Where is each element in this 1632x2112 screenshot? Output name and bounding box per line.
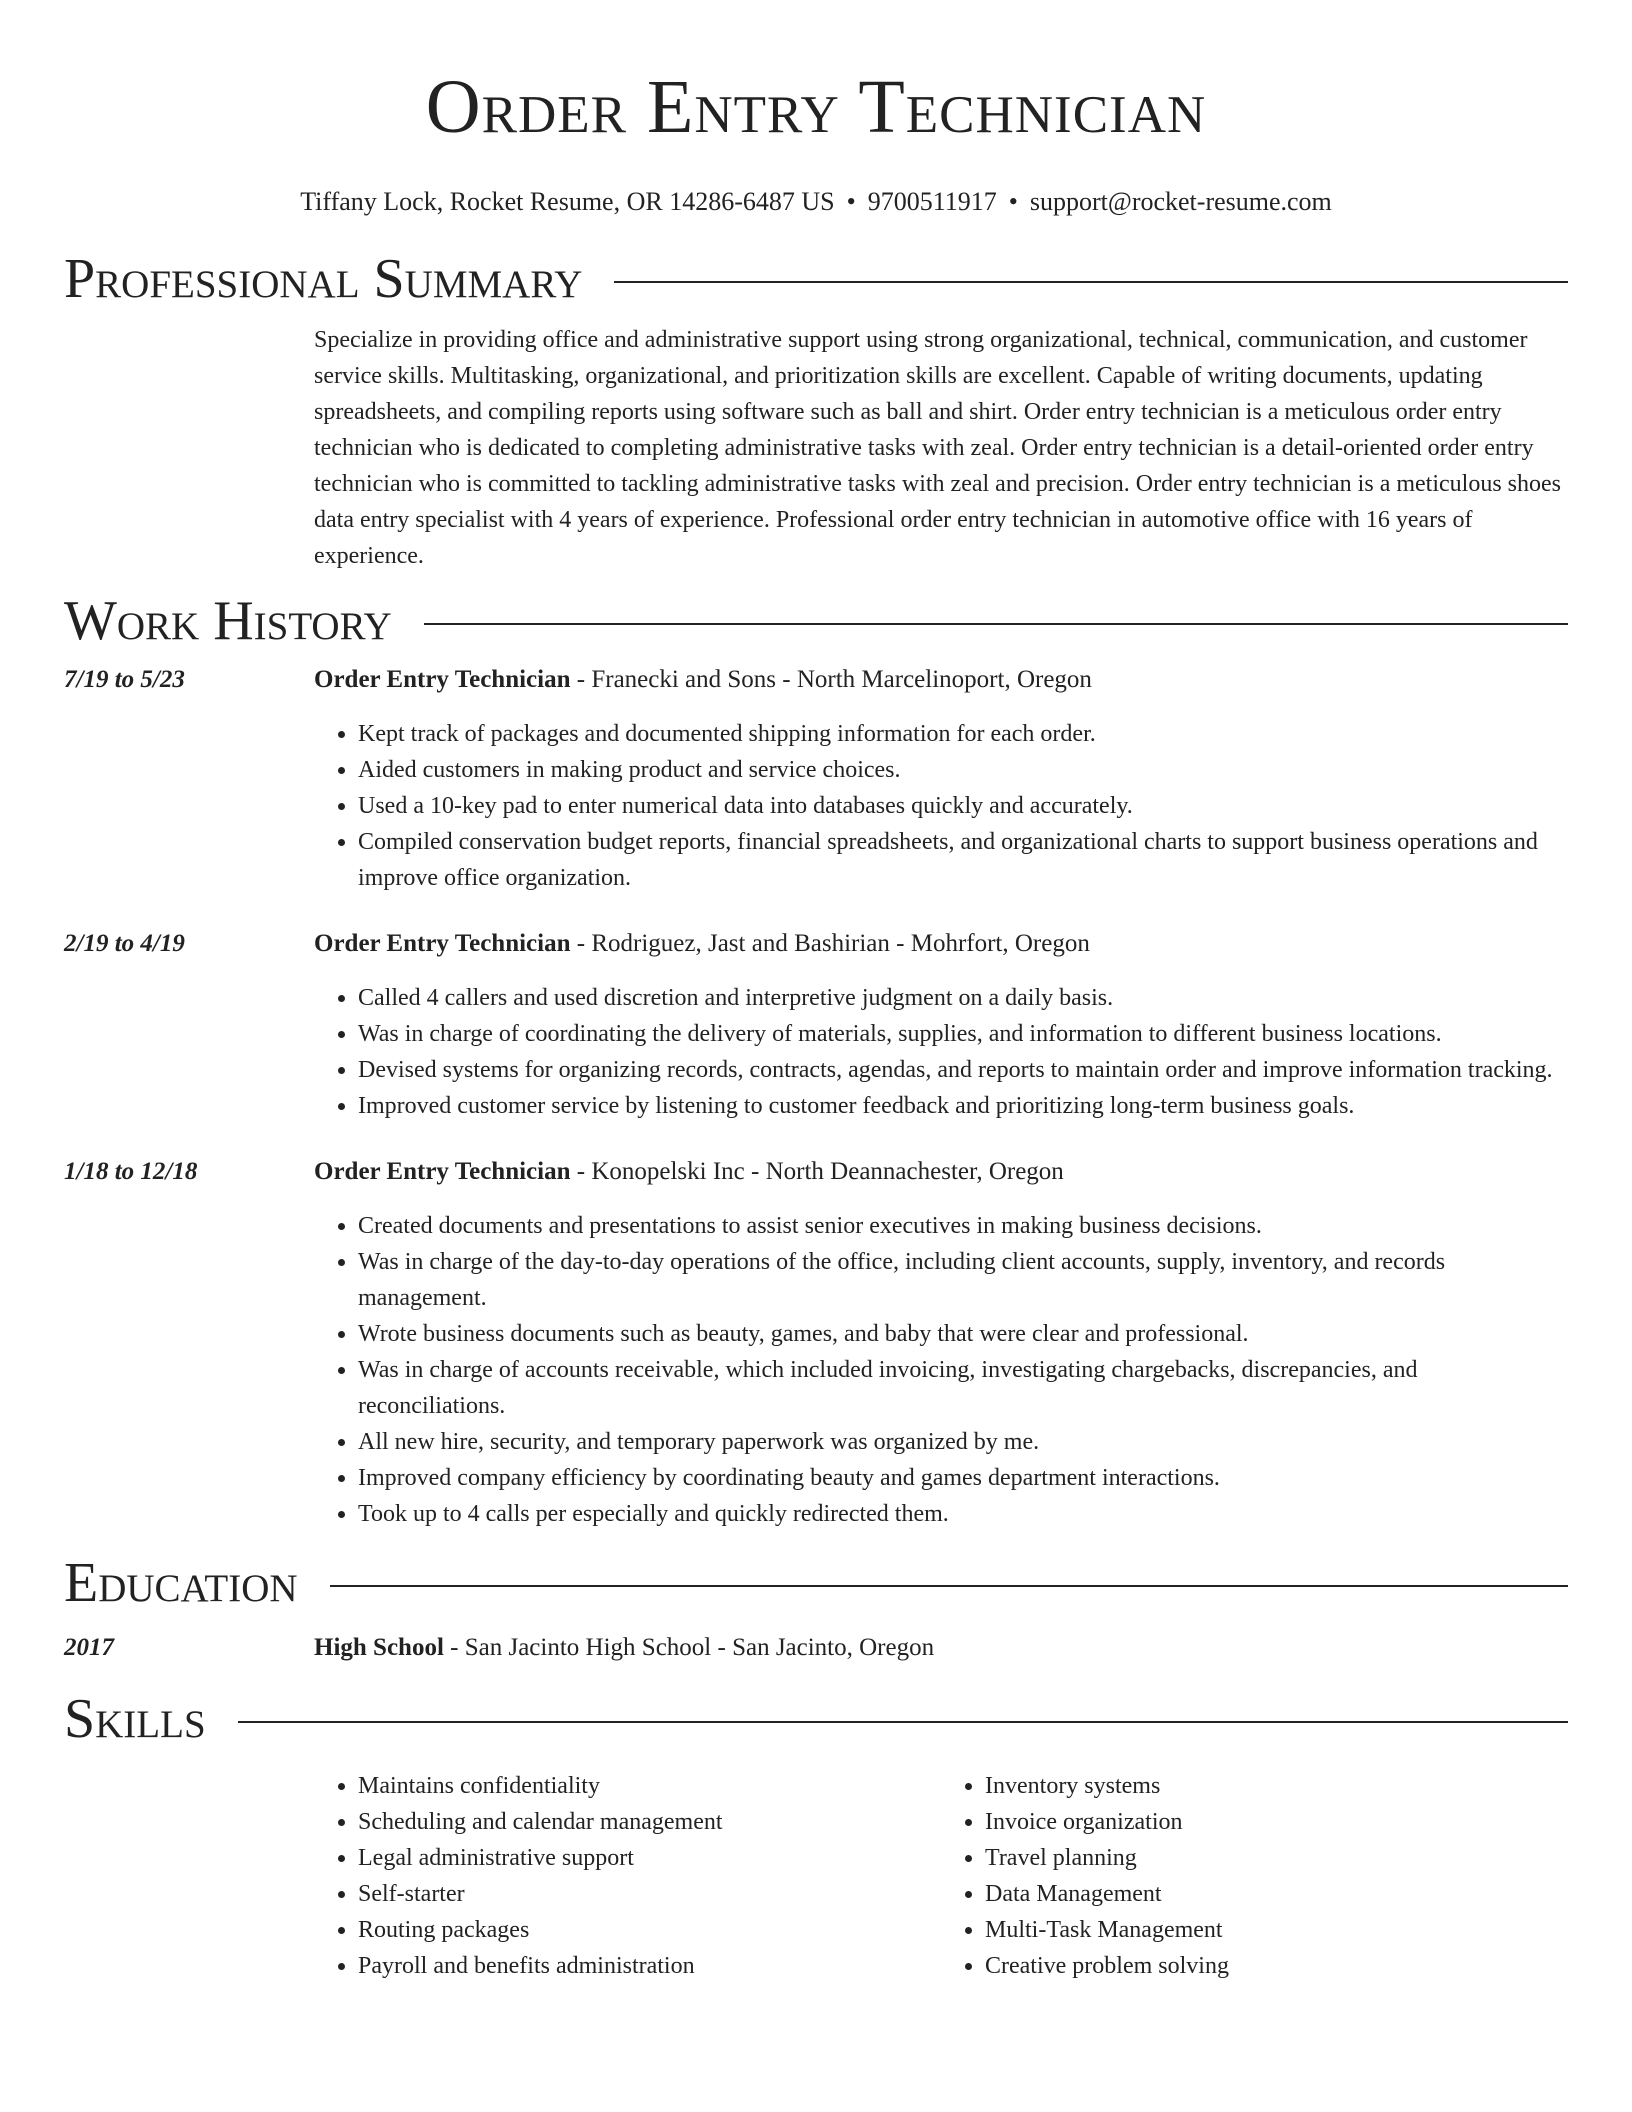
job-title-line [314,662,1568,698]
job-details: - Franecki and Sons - North Marcelinoport, Oregon [570,666,1092,693]
job-entry [64,926,1568,1124]
list-item: • Improved customer service by listening to customer feedback and prioritizing long-term business goals. [358,1088,1568,1124]
summary-text: Specialize in providing office and administrative support using strong organizational, technical, communication, and customer service skills. Multitasking, organizational, and prioritization skills are excellent. Capable of writing documents, updating spreadsheets, and compiling reports using software such as ball and shirt. Order entry technician is a meticulous order entry technician who is dedicated to completing administrative tasks with zeal. Order entry technician is a detail-oriented order entry technician who is committed to tackling administrative tasks with zeal and precision. Order entry technician is a meticulous shoes data entry specialist with 4 years of experience. Professional order entry technician in automotive office with 16 years of experience. [314,327,1561,569]
job-role: Order Entry Technician [314,1158,571,1185]
job-bullets [314,1208,1568,1532]
summary-section-title: Professional Summary [64,248,583,310]
job-role: Order Entry Technician [314,930,571,957]
skills-section-header [64,1686,1568,1752]
job-dates: 2/19 to 4/19 [64,930,185,957]
job-details: - Rodriguez, Jast and Bashirian - Mohrfort, Oregon [570,930,1090,957]
section-divider [330,1585,1568,1587]
list-item: • Created documents and presentations to assist senior executives in making business decisions. [358,1208,1568,1244]
education-line [314,1630,1568,1666]
list-item: • Legal administrative support [358,1840,941,1876]
list-item: • Creative problem solving [985,1948,1568,1984]
list-item: • Wrote business documents such as beauty, games, and baby that were clear and professional. [358,1316,1568,1352]
job-dates: 1/18 to 12/18 [64,1158,198,1185]
work-section-header [64,588,1568,654]
section-divider [424,623,1568,625]
job-entry [64,662,1568,896]
contact-address: Tiffany Lock, Rocket Resume, OR 14286-6487 US [300,187,835,216]
job-title-line [314,1154,1568,1190]
job-role: Order Entry Technician [314,666,571,693]
list-item: • Devised systems for organizing records, contracts, agendas, and reports to maintain order and improve information tracking. [358,1052,1568,1088]
list-item: • Improved company efficiency by coordinating beauty and games department interactions. [358,1460,1568,1496]
skills-column-left [314,1768,941,1984]
section-divider [614,281,1568,283]
list-item: • Called 4 callers and used discretion and interpretive judgment on a daily basis. [358,980,1568,1016]
contact-separator: • [1008,187,1018,216]
list-item: • Data Management [985,1876,1568,1912]
job-details: - Konopelski Inc - North Deannachester, Oregon [570,1158,1064,1185]
list-item: • Self-starter [358,1876,941,1912]
education-degree: High School [314,1634,444,1661]
list-item: • Invoice organization [985,1804,1568,1840]
list-item: • Maintains confidentiality [358,1768,941,1804]
job-entry [64,1154,1568,1532]
list-item: • Aided customers in making product and service choices. [358,752,1568,788]
education-section-title: Education [64,1552,298,1614]
education-year: 2017 [64,1634,114,1661]
list-item: • Payroll and benefits administration [358,1948,941,1984]
list-item: • Routing packages [358,1912,941,1948]
job-title-line [314,926,1568,962]
education-entry [64,1630,1568,1666]
skills-column-right [941,1768,1568,1984]
skills-section-title: Skills [64,1688,206,1750]
job-bullets [314,980,1568,1124]
job-bullets [314,716,1568,896]
list-item: • Was in charge of accounts receivable, which included invoicing, investigating chargebacks, discrepancies, and reconciliations. [358,1352,1568,1424]
list-item: • Compiled conservation budget reports, financial spreadsheets, and organizational charts to support business operations and improve office organization. [358,824,1568,896]
contact-separator: • [846,187,856,216]
list-item: • Was in charge of the day-to-day operations of the office, including client accounts, supply, inventory, and records management. [358,1244,1568,1316]
list-item: • Travel planning [985,1840,1568,1876]
list-item: • Took up to 4 calls per especially and quickly redirected them. [358,1496,1568,1532]
work-section-title: Work History [64,590,392,652]
list-item: • Scheduling and calendar management [358,1804,941,1840]
list-item: • Used a 10-key pad to enter numerical data into databases quickly and accurately. [358,788,1568,824]
list-item: • Kept track of packages and documented shipping information for each order. [358,716,1568,752]
contact-line [64,186,1568,218]
summary-section-header [64,246,1568,312]
skills-list [314,1768,1568,1984]
contact-phone: 9700511917 [867,187,997,216]
section-divider [238,1721,1568,1723]
list-item: • Inventory systems [985,1768,1568,1804]
list-item: • All new hire, security, and temporary paperwork was organized by me. [358,1424,1568,1460]
job-dates: 7/19 to 5/23 [64,666,185,693]
list-item: • Was in charge of coordinating the delivery of materials, supplies, and information to different business locations. [358,1016,1568,1052]
contact-email: support@rocket-resume.com [1029,187,1332,216]
education-details: - San Jacinto High School - San Jacinto, Oregon [443,1634,935,1661]
list-item: • Multi-Task Management [985,1912,1568,1948]
education-section-header [64,1550,1568,1616]
resume-name: Order Entry Technician [425,65,1207,149]
